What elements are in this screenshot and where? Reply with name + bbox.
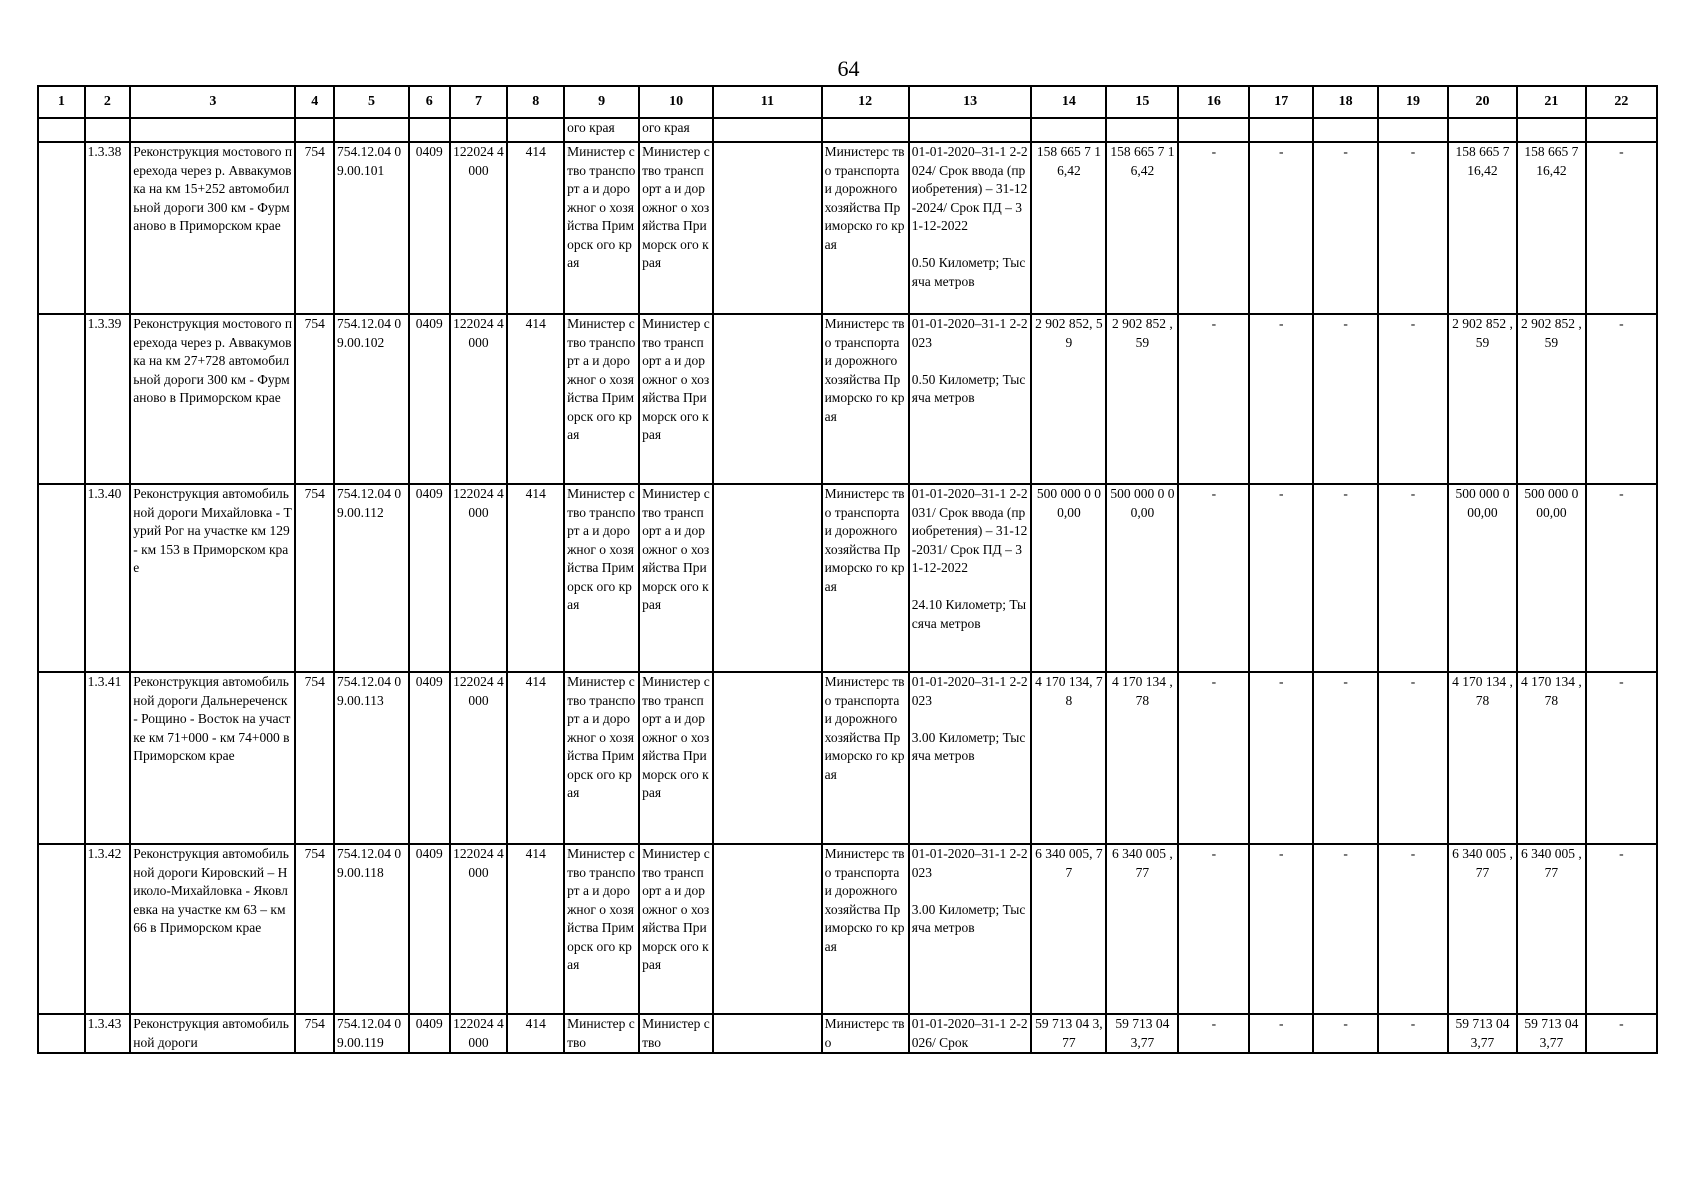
cell-col-13: 01-01-2020–31-1 2-2031/ Срок ввода (приобретения) – 31-12-2031/ Срок ПД – 31-12-2022 24.10 Километр; Тысяча метров [909,484,1032,672]
cell-col-18: - [1313,314,1378,484]
row-col-1 [38,484,85,672]
cell-col-14: 500 000 0 00,00 [1031,484,1106,672]
cell-col-17: - [1249,672,1313,844]
cell-col-16: - [1178,314,1249,484]
table-row [38,484,1657,672]
cell-col-20: 158 665 7 16,42 [1448,142,1517,314]
cell-col-7: 122024 4000 [450,1014,508,1053]
col-header: 4 [295,86,334,118]
object-name: Реконструкция автомобильной дороги Михайловка - Турий Рог на участке км 129 - км 153 в Приморском крае [130,484,295,672]
table-row [38,844,1657,1014]
cell-col-20: 6 340 005 ,77 [1448,844,1517,1014]
col-header: 3 [130,86,295,118]
cell-col-11 [713,484,821,672]
cell-col-15: 59 713 04 3,77 [1106,1014,1178,1053]
cell-col-7: 122024 4000 [450,672,508,844]
col-header: 2 [85,86,131,118]
cell-col-7: 122024 4000 [450,844,508,1014]
cell-col-17: - [1249,142,1313,314]
cell-col-22: - [1586,484,1657,672]
col-header: 1 [38,86,85,118]
cell-col-12: Министерс тво транспорта и дорожного хозяйства Приморско го края [822,844,909,1014]
row-number: 1.3.39 [85,314,131,484]
row-number: 1.3.43 [85,1014,131,1053]
cell-col-4: 754 [295,672,334,844]
object-name: Реконструкция автомобильной дороги Кировский – Николо-Михайловка - Яковлевка на участке км 63 – км 66 в Приморском крае [130,844,295,1014]
cell-col-7: 122024 4000 [450,484,508,672]
cell-col-15: 2 902 852 ,59 [1106,314,1178,484]
cell-col-5: 754.12.04 09.00.118 [334,844,409,1014]
cell-col-11 [713,844,821,1014]
col-header: 17 [1249,86,1313,118]
cell-col-7: 122024 4000 [450,314,508,484]
cell-col-8: 414 [507,314,564,484]
col-header: 22 [1586,86,1657,118]
carry-cell-10: ого края [639,118,713,142]
cell-col-19: - [1378,314,1448,484]
row-number: 1.3.38 [85,142,131,314]
cell-col-9: Министер ство [564,1014,639,1053]
col-header: 13 [909,86,1032,118]
cell-col-9: Министер ство транспорт а и дорожног о хозяйства Приморск ого края [564,844,639,1014]
cell-col-12: Министерс тво [822,1014,909,1053]
cell-col-21: 4 170 134 ,78 [1517,672,1586,844]
cell-col-15: 6 340 005 ,77 [1106,844,1178,1014]
cell-col-10: Министер ство транспорт а и дорожног о хозяйства Приморск ого края [639,142,713,314]
cell-col-16: - [1178,844,1249,1014]
col-header: 9 [564,86,639,118]
cell-col-10: Министер ство транспорт а и дорожног о хозяйства Приморск ого края [639,484,713,672]
col-header: 11 [713,86,821,118]
cell-col-8: 414 [507,672,564,844]
object-name: Реконструкция мостового перехода через р. Аввакумовка на км 15+252 автомобильной дороги 300 км - Фурманово в Приморском крае [130,142,295,314]
cell-col-10: Министер ство транспорт а и дорожног о хозяйства Приморск ого края [639,314,713,484]
col-header: 5 [334,86,409,118]
object-name: Реконструкция мостового перехода через р. Аввакумовка на км 27+728 автомобильной дороги 300 км - Фурманово в Приморском крае [130,314,295,484]
cell-col-8: 414 [507,844,564,1014]
cell-col-8: 414 [507,1014,564,1053]
row-col-1 [38,1014,85,1053]
cell-col-21: 158 665 7 16,42 [1517,142,1586,314]
cell-col-6: 0409 [409,142,450,314]
cell-col-22: - [1586,314,1657,484]
col-header: 18 [1313,86,1378,118]
cell-col-12: Министерс тво транспорта и дорожного хозяйства Приморско го края [822,142,909,314]
row-number: 1.3.41 [85,672,131,844]
budget-table [37,85,1658,1054]
table-row [38,1014,1657,1053]
cell-col-19: - [1378,844,1448,1014]
cell-col-7: 122024 4000 [450,142,508,314]
cell-col-14: 158 665 7 16,42 [1031,142,1106,314]
cell-col-10: Министер ство [639,1014,713,1053]
cell-col-14: 6 340 005, 77 [1031,844,1106,1014]
cell-col-4: 754 [295,484,334,672]
column-number-row [38,86,1657,118]
cell-col-18: - [1313,484,1378,672]
cell-col-13: 01-01-2020–31-1 2-2023 0.50 Километр; Тысяча метров [909,314,1032,484]
cell-col-15: 500 000 0 00,00 [1106,484,1178,672]
cell-col-6: 0409 [409,672,450,844]
cell-col-6: 0409 [409,1014,450,1053]
cell-col-19: - [1378,484,1448,672]
cell-col-5: 754.12.04 09.00.101 [334,142,409,314]
col-header: 19 [1378,86,1448,118]
col-header: 14 [1031,86,1106,118]
cell-col-19: - [1378,142,1448,314]
cell-col-5: 754.12.04 09.00.112 [334,484,409,672]
cell-col-8: 414 [507,484,564,672]
cell-col-20: 2 902 852 ,59 [1448,314,1517,484]
cell-col-4: 754 [295,314,334,484]
cell-col-9: Министер ство транспорт а и дорожног о хозяйства Приморск ого края [564,672,639,844]
cell-col-11 [713,1014,821,1053]
cell-col-11 [713,672,821,844]
cell-col-6: 0409 [409,484,450,672]
row-col-1 [38,672,85,844]
page-number: 64 [837,56,860,81]
table-row [38,314,1657,484]
cell-col-9: Министер ство транспорт а и дорожног о хозяйства Приморск ого края [564,142,639,314]
cell-col-19: - [1378,672,1448,844]
carry-cell-9: ого края [564,118,639,142]
cell-col-22: - [1586,1014,1657,1053]
cell-col-18: - [1313,1014,1378,1053]
table-row [38,142,1657,314]
cell-col-15: 158 665 7 16,42 [1106,142,1178,314]
cell-col-12: Министерс тво транспорта и дорожного хозяйства Приморско го края [822,314,909,484]
cell-col-21: 59 713 04 3,77 [1517,1014,1586,1053]
cell-col-9: Министер ство транспорт а и дорожног о хозяйства Приморск ого края [564,484,639,672]
cell-col-8: 414 [507,142,564,314]
cell-col-11 [713,142,821,314]
cell-col-4: 754 [295,1014,334,1053]
cell-col-16: - [1178,142,1249,314]
cell-col-12: Министерс тво транспорта и дорожного хозяйства Приморско го края [822,672,909,844]
col-header: 6 [409,86,450,118]
cell-col-13: 01-01-2020–31-1 2-2023 3.00 Километр; Тысяча метров [909,844,1032,1014]
cell-col-12: Министерс тво транспорта и дорожного хозяйства Приморско го края [822,484,909,672]
cell-col-5: 754.12.04 09.00.119 [334,1014,409,1053]
cell-col-16: - [1178,484,1249,672]
col-header: 21 [1517,86,1586,118]
cell-col-10: Министер ство транспорт а и дорожног о хозяйства Приморск ого края [639,672,713,844]
cell-col-18: - [1313,142,1378,314]
cell-col-15: 4 170 134 ,78 [1106,672,1178,844]
cell-col-18: - [1313,672,1378,844]
cell-col-4: 754 [295,844,334,1014]
col-header: 12 [822,86,909,118]
object-name: Реконструкция автомобильной дороги Дальнереченск - Рощино - Восток на участке км 71+000 - км 74+000 в Приморском крае [130,672,295,844]
col-header: 20 [1448,86,1517,118]
cell-col-22: - [1586,672,1657,844]
row-col-1 [38,844,85,1014]
table-row [38,672,1657,844]
carry-over-row [38,118,1657,142]
cell-col-20: 59 713 04 3,77 [1448,1014,1517,1053]
cell-col-20: 4 170 134 ,78 [1448,672,1517,844]
col-header: 10 [639,86,713,118]
cell-col-10: Министер ство транспорт а и дорожног о хозяйства Приморск ого края [639,844,713,1014]
cell-col-6: 0409 [409,844,450,1014]
col-header: 7 [450,86,508,118]
cell-col-4: 754 [295,142,334,314]
cell-col-17: - [1249,314,1313,484]
row-number: 1.3.40 [85,484,131,672]
object-name: Реконструкция автомобильной дороги [130,1014,295,1053]
cell-col-6: 0409 [409,314,450,484]
cell-col-17: - [1249,844,1313,1014]
cell-col-21: 6 340 005 ,77 [1517,844,1586,1014]
cell-col-5: 754.12.04 09.00.102 [334,314,409,484]
cell-col-17: - [1249,484,1313,672]
cell-col-19: - [1378,1014,1448,1053]
cell-col-14: 2 902 852, 59 [1031,314,1106,484]
cell-col-22: - [1586,142,1657,314]
cell-col-11 [713,314,821,484]
cell-col-17: - [1249,1014,1313,1053]
cell-col-20: 500 000 0 00,00 [1448,484,1517,672]
cell-col-22: - [1586,844,1657,1014]
cell-col-13: 01-01-2020–31-1 2-2023 3.00 Километр; Тысяча метров [909,672,1032,844]
cell-col-9: Министер ство транспорт а и дорожног о хозяйства Приморск ого края [564,314,639,484]
cell-col-14: 59 713 04 3,77 [1031,1014,1106,1053]
cell-col-16: - [1178,672,1249,844]
cell-col-18: - [1313,844,1378,1014]
row-col-1 [38,142,85,314]
cell-col-13: 01-01-2020–31-1 2-2024/ Срок ввода (приобретения) – 31-12-2024/ Срок ПД – 31-12-2022 0.50 Километр; Тысяча метров [909,142,1032,314]
cell-col-21: 2 902 852 ,59 [1517,314,1586,484]
row-number: 1.3.42 [85,844,131,1014]
cell-col-21: 500 000 0 00,00 [1517,484,1586,672]
col-header: 8 [507,86,564,118]
row-col-1 [38,314,85,484]
cell-col-5: 754.12.04 09.00.113 [334,672,409,844]
cell-col-14: 4 170 134, 78 [1031,672,1106,844]
cell-col-13: 01-01-2020–31-1 2-2026/ Срок [909,1014,1032,1053]
col-header: 16 [1178,86,1249,118]
col-header: 15 [1106,86,1178,118]
cell-col-16: - [1178,1014,1249,1053]
